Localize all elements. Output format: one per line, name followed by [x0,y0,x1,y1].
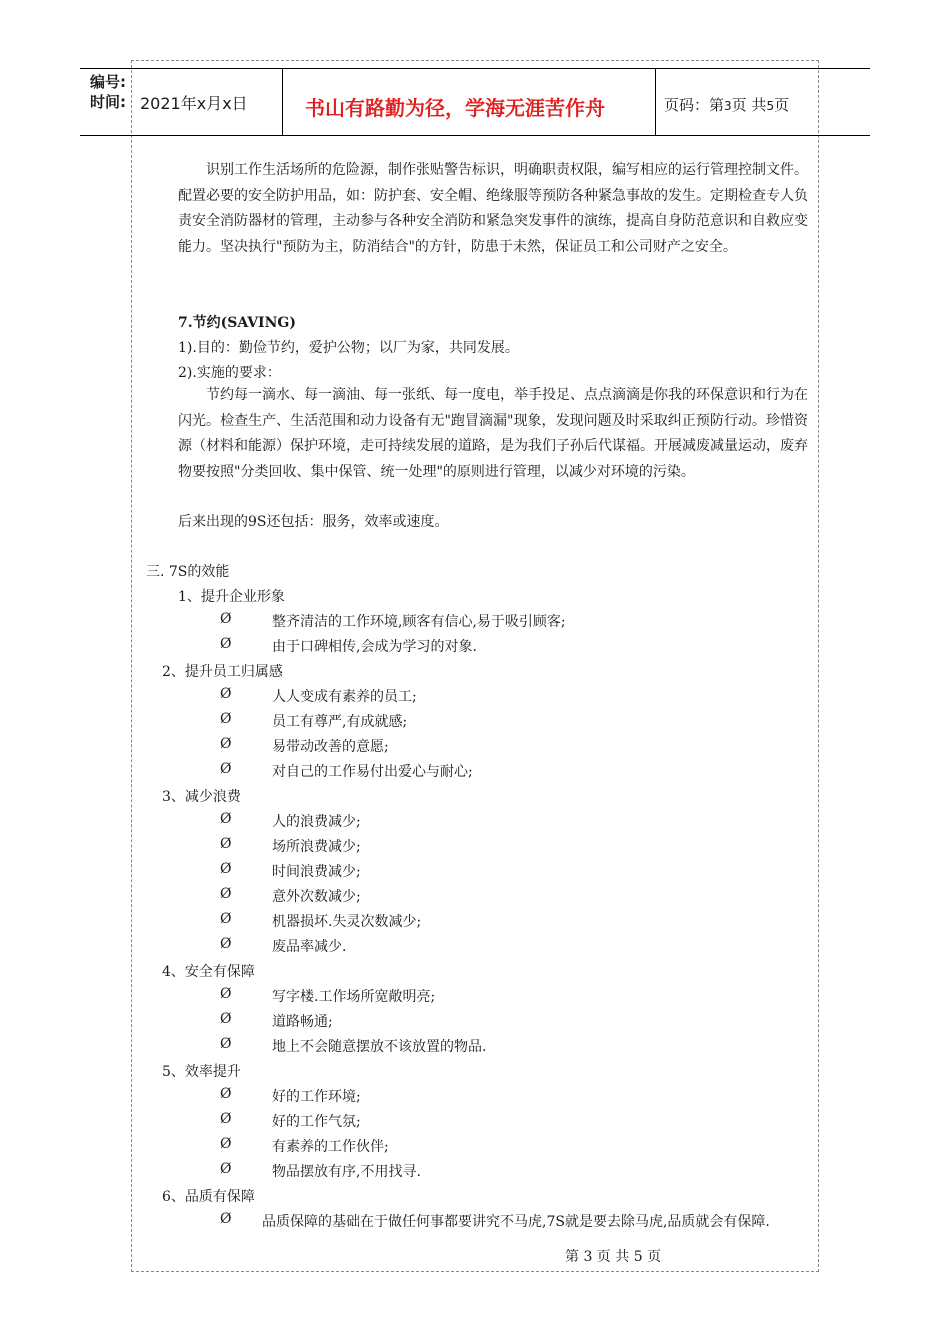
benefit-item: 写字楼.工作场所宽敞明亮; [272,989,436,1005]
saving-requirements-title: 2).实施的要求： [178,365,281,381]
bullet-icon: Ø [220,986,232,1002]
number-label: 编号: [90,73,126,91]
benefit-item: 场所浪费减少; [272,839,361,855]
bullet-icon: Ø [220,636,232,652]
benefit-item: 好的工作气氛; [272,1114,361,1130]
benefit-group-title: 2、提升员工归属感 [162,664,283,680]
bullet-icon: Ø [220,1161,232,1177]
benefit-item: 废品率减少. [272,939,347,955]
header-page-info [664,94,789,115]
header-divider-right [655,68,656,135]
benefit-item: 机器损坏.失灵次数减少; [272,914,422,930]
header-top-rule [80,68,870,69]
benefit-group-title: 1、提升企业形象 [178,589,285,605]
bullet-icon: Ø [220,686,232,702]
bullet-icon: Ø [220,811,232,827]
page-end: 页 [774,96,790,114]
date-value: 2021年x月x日 [140,94,248,113]
benefit-item: 物品摆放有序,不用找寻. [272,1164,421,1180]
bullet-icon: Ø [220,1086,232,1102]
page-mid: 页 共 [731,96,767,114]
benefit-item: 地上不会随意摆放不该放置的物品. [272,1039,487,1055]
page-total: 5 [766,99,775,113]
benefit-item: 人的浪费减少; [272,814,361,830]
bullet-icon: Ø [220,1011,232,1027]
benefit-item: 道路畅通; [272,1014,333,1030]
benefit-item: 品质保障的基础在于做任何事都要讲究不马虎,7S就是要去除马虎,品质就会有保障. [262,1214,770,1230]
saving-purpose: 1).目的：勤俭节约，爱护公物；以厂为家，共同发展。 [178,340,519,356]
bullet-icon: Ø [220,836,232,852]
benefit-group-title: 4、安全有保障 [162,964,255,980]
page-footer: 第 3 页 共 5 页 [565,1249,662,1265]
bullet-icon: Ø [220,861,232,877]
bullet-icon: Ø [220,761,232,777]
bullet-icon: Ø [220,936,232,952]
benefit-group-title: 6、品质有保障 [162,1189,255,1205]
bullet-icon: Ø [220,1136,232,1152]
page-current: 3 [724,99,732,113]
header-bottom-rule [80,135,870,136]
benefit-item: 易带动改善的意愿; [272,739,389,755]
benefit-group-title: 5、效率提升 [162,1064,241,1080]
bullet-icon: Ø [220,911,232,927]
benefit-item: 好的工作环境; [272,1089,361,1105]
benefit-item: 由于口碑相传,会成为学习的对象. [272,639,477,655]
benefit-group-title: 3、减少浪费 [162,789,241,805]
bullet-icon: Ø [220,886,232,902]
saving-note: 后来出现的9S还包括：服务，效率或速度。 [178,514,449,530]
intro-paragraph: 识别工作生活场所的危险源，制作张贴警告标识，明确职责权限，编写相应的运行管理控制文件。配置必要的安全防护用品，如：防护套、安全帽、绝缘服等预防各种紧急事故的发生。定期检查专人负责安全消防器材的管理，主动参与各种安全消防和紧急突发事件的演练，提高自身防范意识和自救应变能力。坚决执行"预防为主，防消结合"的方针，防患于未然，保证员工和公司财产之安全。 [178,162,808,255]
benefit-item: 员工有尊严,有成就感; [272,714,408,730]
benefit-item: 整齐清洁的工作环境,顾客有信心,易于吸引顾客; [272,614,566,630]
benefit-item: 对自己的工作易付出爱心与耐心; [272,764,473,780]
bullet-icon: Ø [220,711,232,727]
bullet-icon: Ø [220,611,232,627]
bullet-icon: Ø [220,736,232,752]
benefit-item: 时间浪费减少; [272,864,361,880]
benefit-item: 人人变成有素养的员工; [272,689,417,705]
page-label: 页码：第 [664,96,725,114]
benefit-item: 有素养的工作伙伴; [272,1139,389,1155]
section3-title: 三. 7S的效能 [146,564,230,580]
benefit-item: 意外次数减少; [272,889,361,905]
bullet-icon: Ø [220,1036,232,1052]
saving-title: 7.节约(SAVING) [178,315,296,331]
saving-requirements-paragraph: 节约每一滴水、每一滴油、每一张纸、每一度电，举手投足、点点滴滴是你我的环保意识和行为在闪光。检查生产、生活范围和动力设备有无"跑冒滴漏"现象，发现问题及时采取纠正预防行动。珍惜资源（材料和能源）保护环境，走可持续发展的道路，是为我们子孙后代谋福。开展减废减量运动，废弃物要按照"分类回收、集中保管、统一处理"的原则进行管理，以减少对环境的污染。 [178,387,808,480]
motto-title: 书山有路勤为径，学海无涯苦作舟 [305,96,605,120]
bullet-icon: Ø [220,1111,232,1127]
time-label: 时间: [90,93,126,111]
header-divider-left [282,68,283,135]
bullet-icon: Ø [220,1211,232,1227]
